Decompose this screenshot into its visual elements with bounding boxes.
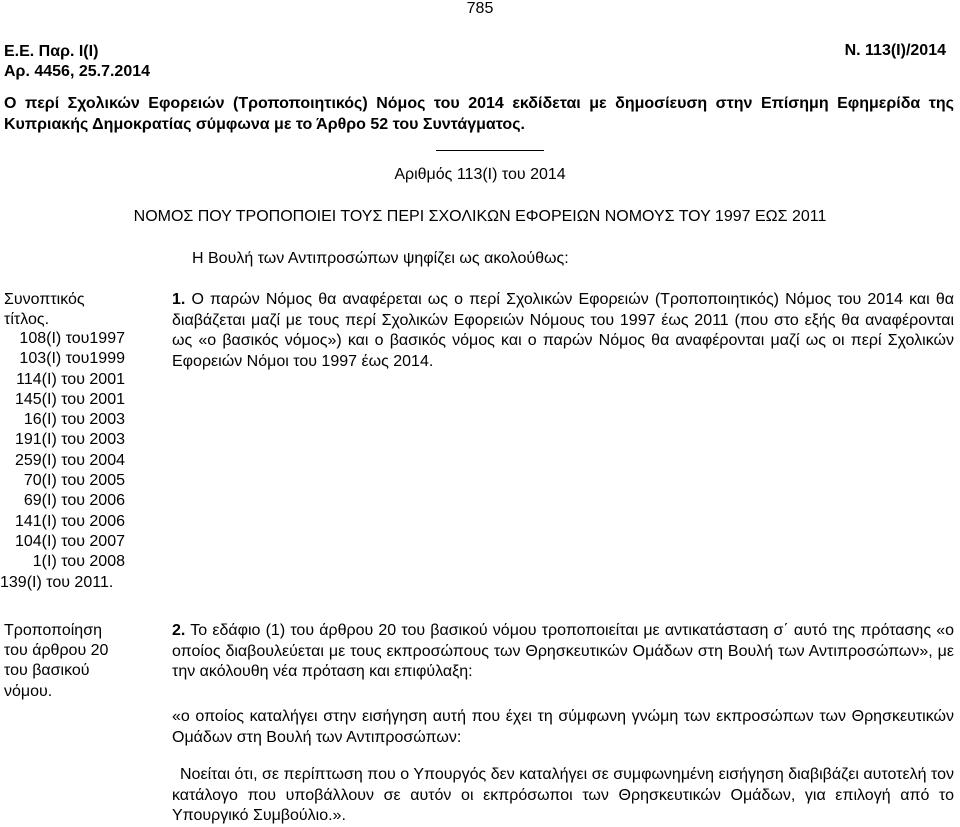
law-ref: 1(Ι) του 2008	[32, 553, 125, 571]
law-ref: 104(Ι) του 2007	[14, 532, 125, 550]
section-2	[172, 621, 954, 683]
margin-amend-line3: του βασικού	[4, 662, 90, 680]
margin-amendment-note	[4, 621, 144, 702]
section-text: Ο παρών Νόμος θα αναφέρεται ως ο περί Σχολικών Εφορειών (Τροποποιητικός) Νόμος του 2014 και θα διαβάζεται μαζί με τους περί Σχολικών Εφορειών Νόμους του 1997 έως 2011 (που στο εξής θα αναφέρονται ως «ο βασικός νόμος») και ο βασικός νόμος και ο παρών Νόμος θα αναφέρονται μαζί ως οι περί Σχολικών Εφορειών Νόμοι του 1997 έως 2014.	[172, 291, 954, 370]
section-number: 1.	[172, 291, 186, 308]
gazette-reference	[4, 42, 150, 82]
margin-short-title-line2: τίτλος.	[4, 311, 50, 329]
replacement-sentence: «ο οποίος καταλήγει στην εισήγηση αυτή που έχει τη σύμφωνη γνώμη των εκπροσώπων των Θρησκευτικών Ομάδων στη Βουλή των Αντιπροσώπων:	[172, 708, 954, 746]
law-number: Αριθμός 113(Ι) του 2014	[394, 166, 566, 183]
law-ref: 108(Ι) του1997	[19, 330, 125, 347]
section-number: 2.	[172, 622, 186, 639]
law-ref: 141(Ι) του 2006	[14, 512, 125, 530]
gazette-issue-date: Αρ. 4456, 25.7.2014	[4, 63, 151, 80]
law-ref: 69(Ι) του 2006	[23, 492, 125, 510]
margin-amend-line1: Τροποποίηση	[4, 622, 102, 639]
enacting-formula: Η Βουλή των Αντιπροσώπων ψηφίζει ως ακολούθως:	[192, 250, 569, 267]
law-ref: 70(Ι) του 2005	[23, 472, 125, 490]
law-ref: 114(Ι) του 2001	[16, 370, 125, 388]
law-ref: 16(Ι) του 2003	[23, 411, 125, 429]
law-reference: Ν. 113(Ι)/2014	[844, 42, 946, 59]
gazette-part: Ε.Ε. Παρ. Ι(Ι)	[4, 43, 99, 60]
margin-amend-line4: νόμου.	[4, 682, 53, 700]
law-ref: 191(Ι) του 2003	[14, 431, 125, 449]
amended-laws-list	[0, 329, 125, 593]
proviso-text: Νοείται ότι, σε περίπτωση που ο Υπουργός δεν καταλήγει σε συμφωνημένη εισήγηση διαβιβάζει αυτοτελή τον κατάλογο που υποβάλλουν σε αυτόν οι εκπρόσωποι των Θρησκευτικών Ομάδων, για επιλογή από το Υπουργικό Συμβούλιο.».	[172, 766, 954, 824]
margin-amend-line2: του άρθρου 20	[4, 642, 109, 660]
publication-notice: Ο περί Σχολικών Εφορειών (Τροποποιητικός) Νόμος του 2014 εκδίδεται με δημοσίευση στην Επίσημη Εφημερίδα της Κυπριακής Δημοκρατίας σύμφωνα με το Άρθρο 52 του Συντάγματος.	[4, 95, 954, 133]
proviso	[172, 765, 954, 827]
section-text: Το εδάφιο (1) του άρθρου 20 του βασικού νόμου τροποποιείται με αντικατάσταση σ΄ αυτό της πρότασης «ο οποίος διαβουλεύεται με τους εκπροσώπους των Θρησκευτικών Ομάδων στη Βουλή των Αντιπροσώπων», με την ακόλουθη νέα πρόταση και επιφύλαξη:	[172, 622, 955, 680]
page-number: 785	[466, 0, 494, 17]
margin-short-title	[4, 290, 144, 330]
law-ref: 145(Ι) του 2001	[14, 390, 125, 408]
law-title: ΝΟΜΟΣ ΠΟΥ ΤΡΟΠΟΠΟΙΕΙ ΤΟΥΣ ΠΕΡΙ ΣΧΟΛΙΚΩΝ ΕΦΟΡΕΙΩΝ ΝΟΜΟΥΣ ΤΟΥ 1997 ΕΩΣ 2011	[133, 208, 827, 225]
separator-rule	[436, 150, 544, 151]
law-ref: 259(Ι) του 2004	[14, 451, 125, 469]
section-1	[172, 290, 954, 372]
law-ref: 139(Ι) του 2011.	[0, 573, 114, 591]
law-ref: 103(Ι) του1999	[19, 350, 125, 368]
margin-short-title-line1: Συνοπτικός	[4, 291, 85, 308]
